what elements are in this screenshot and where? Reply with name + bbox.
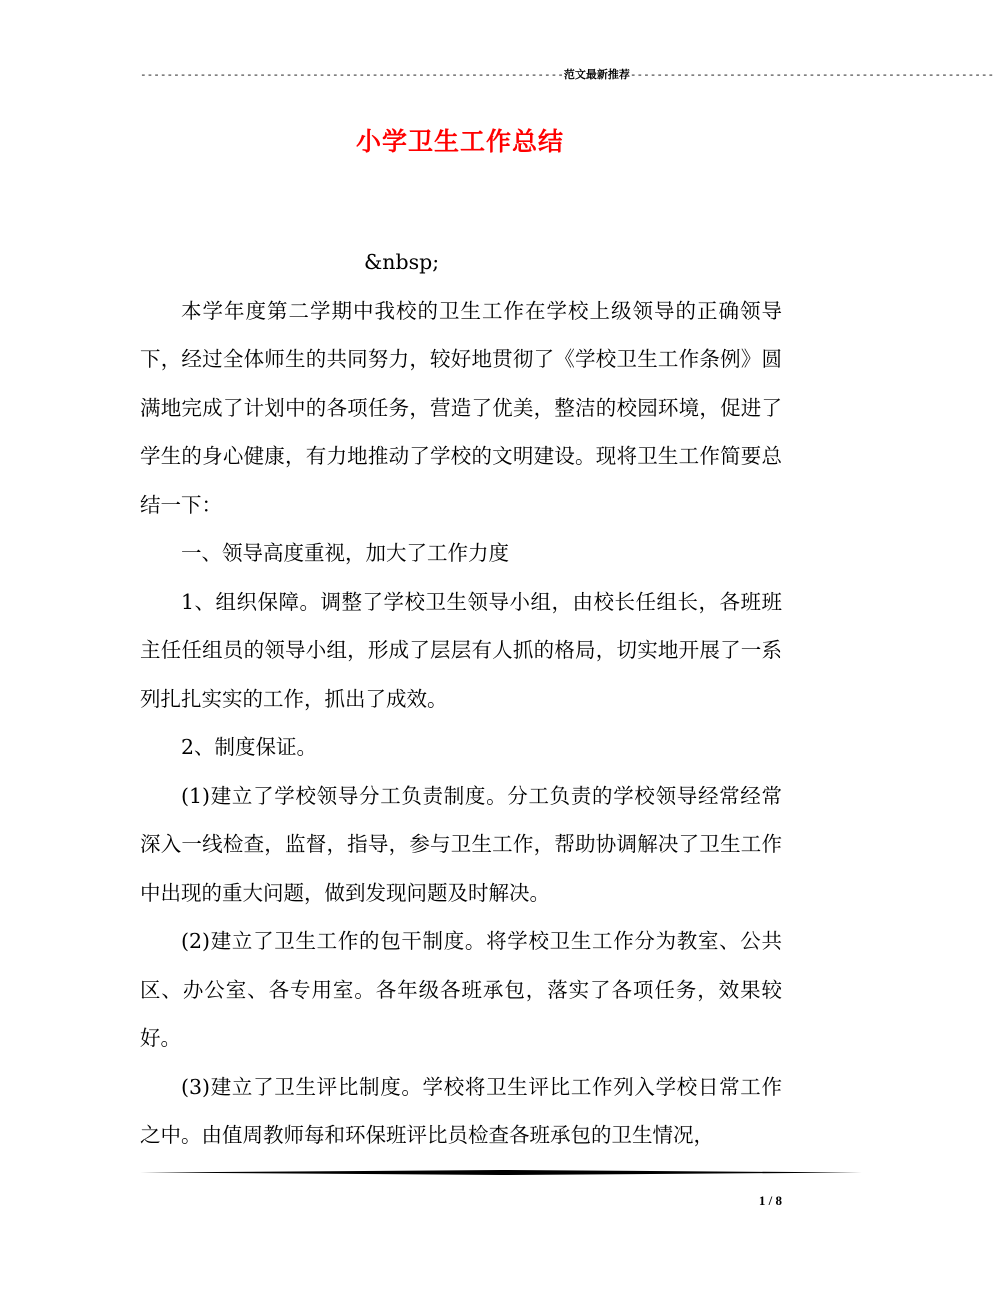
paragraph-item-2: (2)建立了卫生工作的包干制度。将学校卫生工作分为教室、公共区、办公室、各专用室。各年级各班承包，落实了各项任务，效果较好。 <box>140 929 782 1050</box>
paragraph-item-3: (3)建立了卫生评比制度。学校将卫生评比工作列入学校日常工作之中。由值周教师每和环保班评比员检查各班承包的卫生情况， <box>140 1074 782 1147</box>
paragraph-system-heading: 2、制度保证。 <box>181 735 318 759</box>
paragraph-item-1: (1)建立了学校领导分工负责制度。分工负责的学校领导经常经常深入一线检查，监督，指导，参与卫生工作，帮助协调解决了卫生工作中出现的重大问题，做到发现问题及时解决。 <box>140 783 782 905</box>
header-dashes-left: ---------------------------------------------------------------- <box>140 68 564 81</box>
document-title: 小学卫生工作总结 <box>355 127 564 156</box>
header-banner <box>140 68 994 82</box>
page-number: 1 / 8 <box>758 1193 782 1208</box>
paragraph-nbsp: &nbsp; <box>364 250 440 274</box>
paragraph-organization: 1、组织保障。调整了学校卫生领导小组，由校长任组长，各班班主任任组员的领导小组，形成了层层有人抓的格局，切实地开展了一系列扎扎实实的工作，抓出了成效。 <box>140 589 782 711</box>
footer-rule <box>140 1170 862 1175</box>
paragraph-intro: 本学年度第二学期中我校的卫生工作在学校上级领导的正确领导下，经过全体师生的共同努力，较好地贯彻了《学校卫生工作条例》圆满地完成了计划中的各项任务，营造了优美，整洁的校园环境，促进了学生的身心健康，有力地推动了学校的文明建设。现将卫生工作简要总结一下： <box>140 298 782 517</box>
section-heading-1: 一、领导高度重视，加大了工作力度 <box>181 541 509 565</box>
document-body <box>140 238 782 1160</box>
header-label: 范文最新推荐 <box>563 68 630 81</box>
header-dashes-right: ------------------------------------------------------- <box>629 68 994 81</box>
